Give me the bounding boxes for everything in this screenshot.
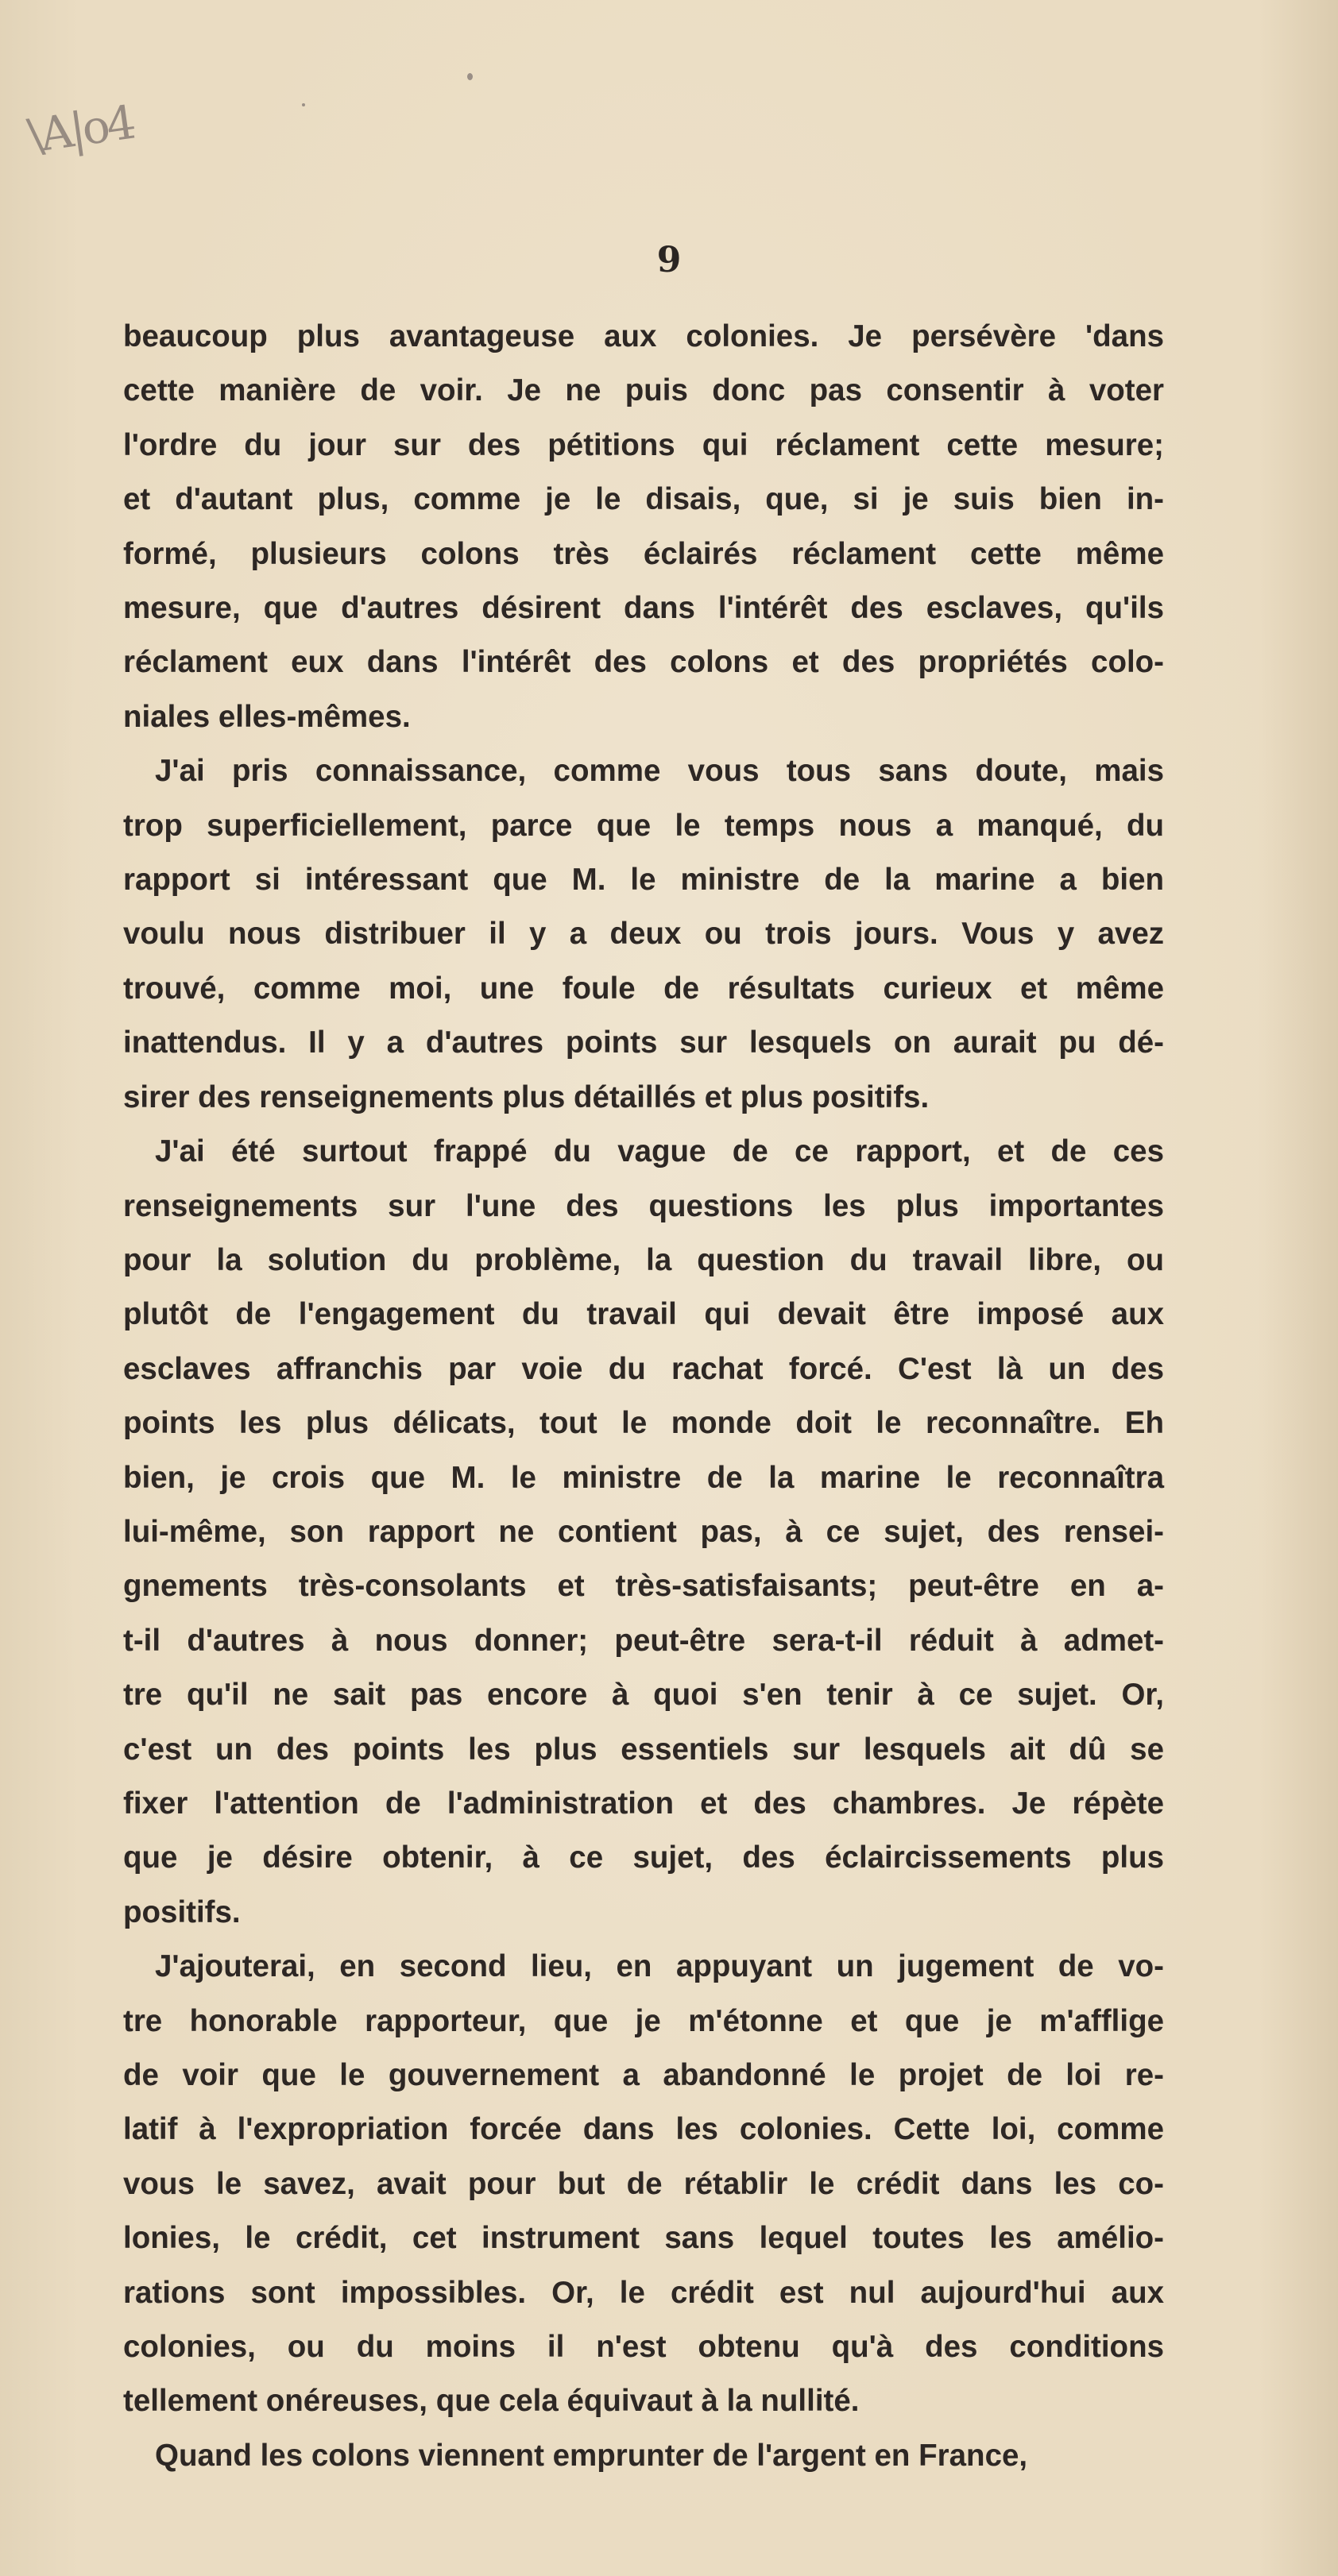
text-line: tellement onéreuses, que cela équivaut à la nullité. [123, 2384, 860, 2419]
text-line: l'ordre du jour sur des pétitions qui réclament cette mesure; [123, 427, 1164, 462]
text-line: points les plus délicats, tout le monde doit le reconnaître. Eh [123, 1406, 1164, 1441]
text-line: c'est un des points les plus essentiels sur lesquels ait dû se [123, 1732, 1164, 1767]
text-line: trouvé, comme moi, une foule de résultats curieux et même [123, 971, 1164, 1006]
text-line: J'ajouterai, en second lieu, en appuyant un jugement de vo- [155, 1949, 1164, 1984]
text-line: que je désire obtenir, à ce sujet, des éclaircissements plus [123, 1840, 1164, 1875]
text-line: rapport si intéressant que M. le ministre de la marine a bien [123, 863, 1164, 898]
text-line: trop superficiellement, parce que le temps nous a manqué, du [123, 808, 1164, 843]
text-line: mesure, que d'autres désirent dans l'intérêt des esclaves, qu'ils [123, 591, 1164, 626]
text-line: lui-même, son rapport ne contient pas, à ce sujet, des rensei- [123, 1514, 1164, 1549]
text-line: cette manière de voir. Je ne puis donc pas consentir à voter [123, 373, 1164, 408]
text-line: vous le savez, avait pour but de rétablir le crédit dans les co- [123, 2166, 1164, 2201]
text-line: plutôt de l'engagement du travail qui devait être imposé aux [123, 1297, 1164, 1332]
ink-speck [467, 73, 473, 80]
text-line: gnements très-consolants et très-satisfaisants; peut-être en a- [123, 1569, 1164, 1604]
text-line: pour la solution du problème, la question du travail libre, ou [123, 1242, 1164, 1277]
text-line: latif à l'expropriation forcée dans les colonies. Cette loi, comme [123, 2112, 1164, 2147]
ink-speck [302, 103, 305, 106]
text-line: tre qu'il ne sait pas encore à quoi s'en tenir à ce sujet. Or, [123, 1678, 1164, 1713]
text-line: lonies, le crédit, cet instrument sans lequel toutes les amélio- [123, 2221, 1164, 2256]
text-line: formé, plusieurs colons très éclairés réclament cette même [123, 536, 1164, 571]
text-line: et d'autant plus, comme je le disais, que, si je suis bien in- [123, 482, 1164, 517]
text-line: Quand les colons viennent emprunter de l'argent en France, [155, 2438, 1028, 2473]
text-line: beaucoup plus avantageuse aux colonies. Je persévère 'dans [123, 319, 1164, 353]
body-text [123, 310, 1164, 2483]
text-line: positifs. [123, 1894, 241, 1929]
text-line: niales elles-mêmes. [123, 699, 411, 734]
text-line: rations sont impossibles. Or, le crédit est nul aujourd'hui aux [123, 2275, 1164, 2310]
text-line: de voir que le gouvernement a abandonné le projet de loi re- [123, 2058, 1164, 2092]
text-line: voulu nous distribuer il y a deux ou trois jours. Vous y avez [123, 917, 1164, 952]
text-line: fixer l'attention de l'administration et des chambres. Je répète [123, 1786, 1164, 1821]
text-line: sirer des renseignements plus détaillés et plus positifs. [123, 1079, 930, 1114]
text-line: tre honorable rapporteur, que je m'étonne et que je m'afflige [123, 2003, 1164, 2038]
text-line: t-il d'autres à nous donner; peut-être sera-t-il réduit à admet- [123, 1623, 1164, 1658]
text-line: bien, je crois que M. le ministre de la marine le reconnaîtra [123, 1460, 1164, 1495]
text-line: inattendus. Il y a d'autres points sur lesquels on aurait pu dé- [123, 1025, 1164, 1060]
text-line: J'ai été surtout frappé du vague de ce rapport, et de ces [155, 1134, 1164, 1169]
text-line: J'ai pris connaissance, comme vous tous sans doute, mais [155, 754, 1164, 789]
page-number: 9 [656, 240, 682, 280]
text-line: colonies, ou du moins il n'est obtenu qu'à des conditions [123, 2330, 1164, 2365]
handwritten-margin-annotation: \A|o4 [24, 95, 137, 164]
text-line: esclaves affranchis par voie du rachat forcé. C'est là un des [123, 1351, 1164, 1386]
text-line: renseignements sur l'une des questions les plus importantes [123, 1188, 1164, 1223]
text-line: réclament eux dans l'intérêt des colons et des propriétés colo- [123, 645, 1164, 680]
